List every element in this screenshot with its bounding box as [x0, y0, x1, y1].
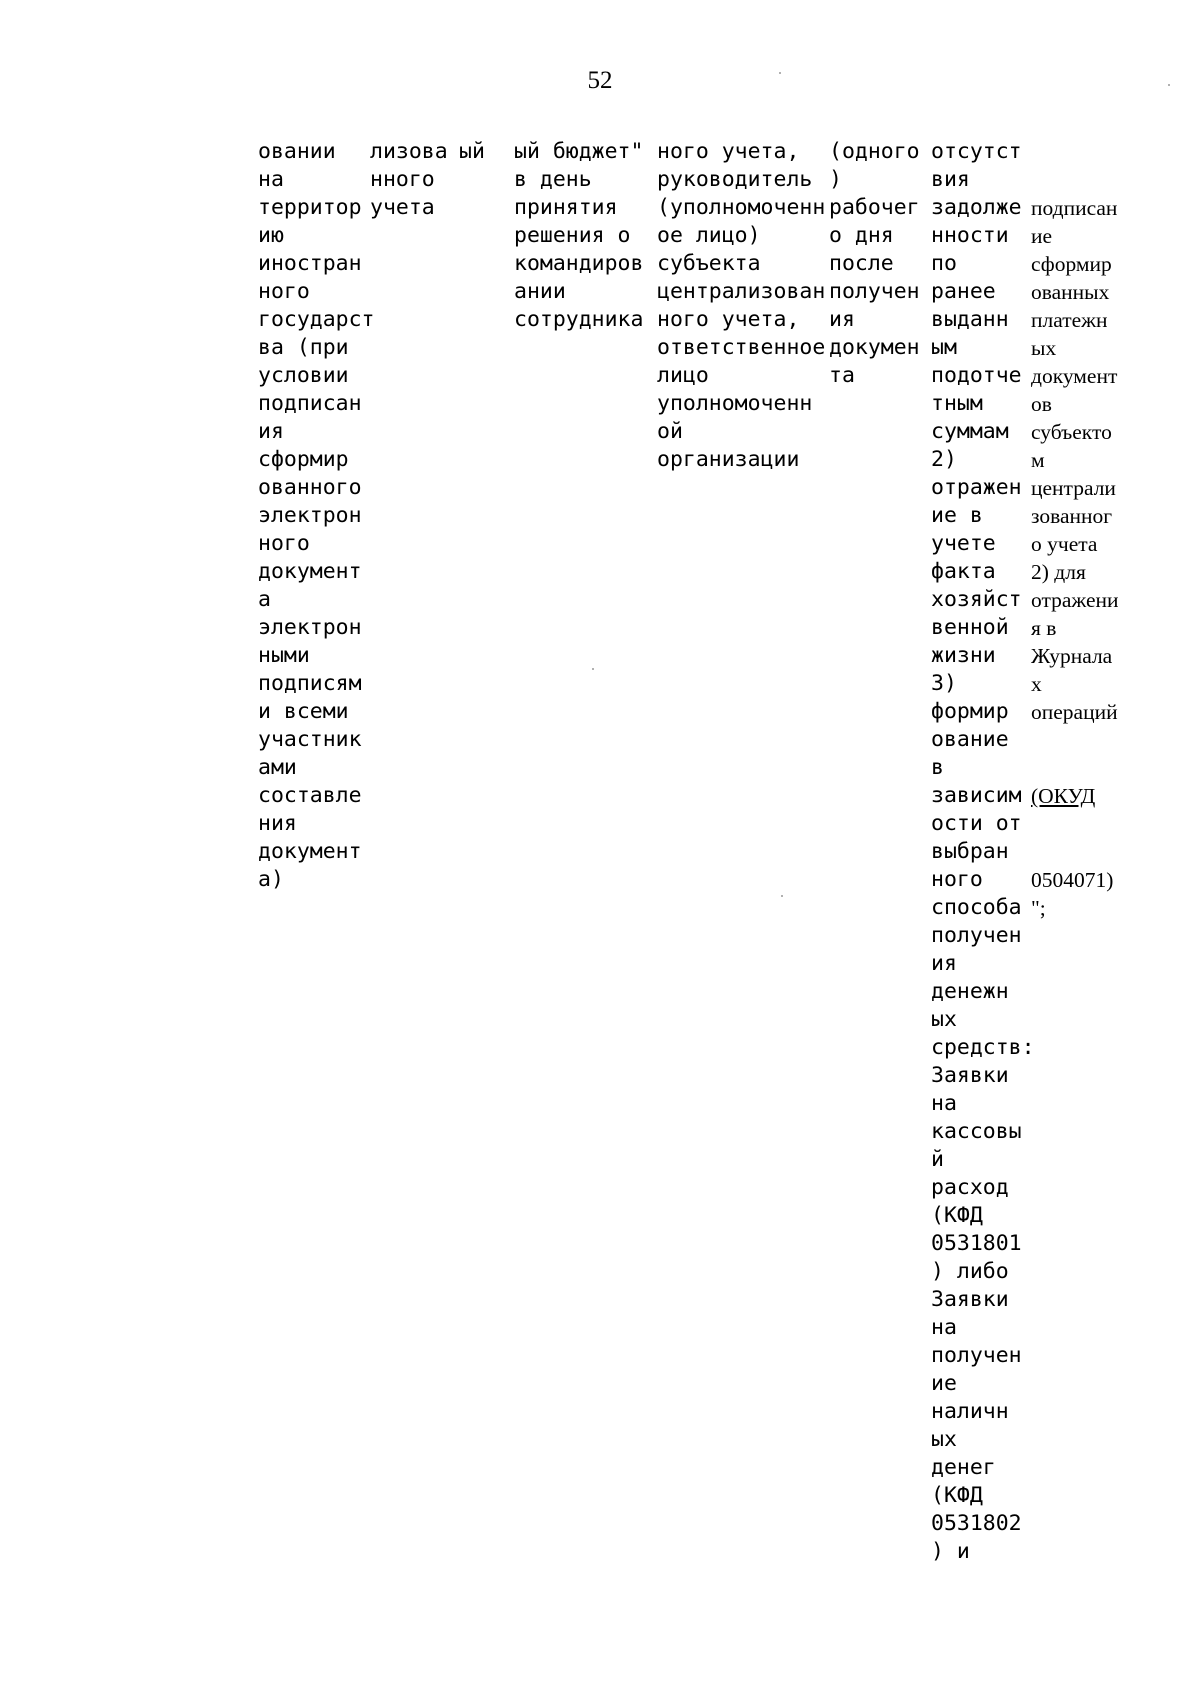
- table-column-4: ый бюджет" в день принятия решения о командиров ании сотрудника: [514, 139, 644, 332]
- table-column-3: ый: [459, 139, 485, 164]
- table-column-8-text-before: подписан ие сформир ованных платежн ых документ ов субъекто м централи зованног о учета 2) для отражени я в Журнала х операций: [1031, 196, 1119, 724]
- scan-speck: [781, 895, 783, 897]
- table-column-8: [1031, 138, 1119, 978]
- page-number: 52: [587, 67, 613, 94]
- table-column-6: (одного ) рабочег о дня после получен ия докумен та: [829, 139, 920, 388]
- table-column-8-text-after: 0504071) ";: [1031, 868, 1114, 920]
- table-column-7: отсутст вия задолже нности по ранее выданн ым подотче тным суммам 2) отражен ие в учете факта хозяйст венной жизни 3) формир ование в зависим ости от выбран ного способа получен ия денежн ых средств: Заявки на кассовы й расход (КФД 0531801 ) либо Заявки на получен ие наличн ых денег (КФД 0531802 ) и: [931, 139, 1035, 1564]
- table-column-2: лизова нного учета: [370, 139, 448, 220]
- table-column-1: овании на территор ию иностран ного государст ва (при условии подписан ия сформир ованного электрон ного документ а электрон ными подписям и всеми участник ами составле ния документ а): [258, 139, 375, 892]
- scan-speck: [779, 72, 781, 74]
- scan-speck: [1168, 84, 1170, 86]
- scan-speck: [592, 668, 594, 670]
- table-column-5: ного учета, руководитель (уполномоченн ое лицо) субъекта централизован ного учета, ответственное лицо уполномоченн ой организации: [657, 139, 826, 472]
- okud-label: (ОКУД: [1031, 784, 1096, 808]
